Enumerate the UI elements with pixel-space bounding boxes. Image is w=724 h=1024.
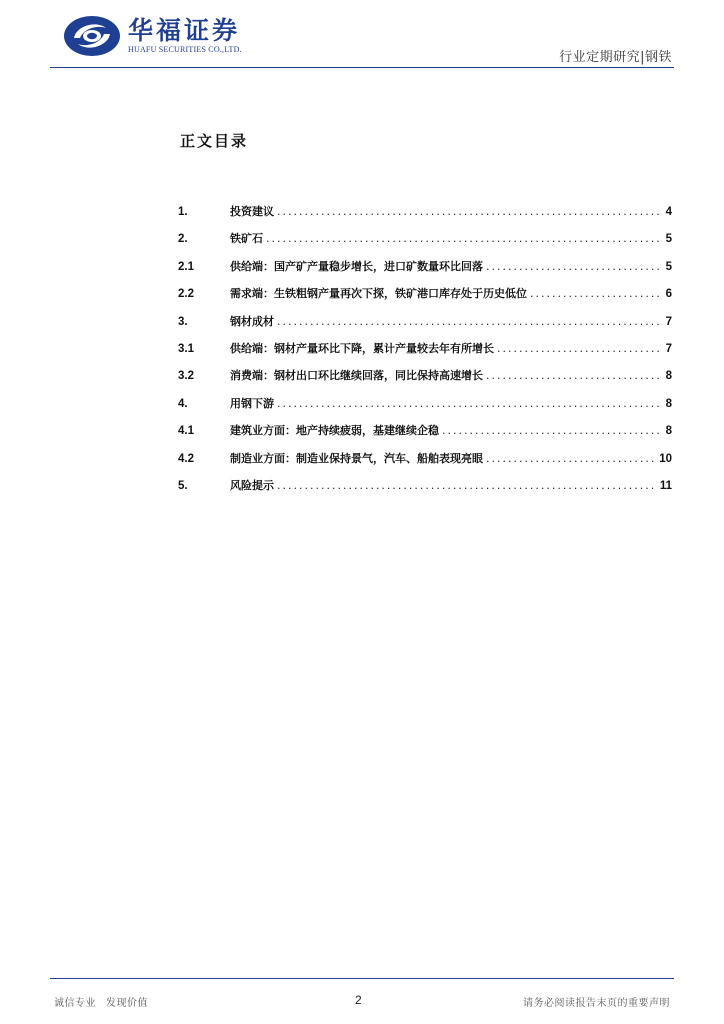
toc-entry-number: 3. bbox=[178, 315, 188, 328]
toc-title: 正文目录 bbox=[180, 132, 249, 150]
toc-entry-number: 2.1 bbox=[178, 260, 194, 273]
huafu-logo-icon bbox=[62, 14, 122, 58]
toc-entry-page: 5 bbox=[665, 233, 672, 246]
toc-entry-page: 10 bbox=[659, 452, 672, 465]
page-number: 2 bbox=[355, 993, 362, 1007]
report-category: 行业定期研究|钢铁 bbox=[559, 50, 672, 65]
toc-leader-dots bbox=[486, 369, 663, 382]
toc-entry-page: 8 bbox=[665, 370, 672, 383]
toc-entry-title: 钢材成材 bbox=[230, 314, 274, 328]
toc-entry-number: 5. bbox=[178, 479, 188, 492]
toc-leader-dots bbox=[277, 315, 663, 328]
header-divider bbox=[50, 67, 674, 68]
toc-entry[interactable] bbox=[178, 203, 672, 230]
toc-leader-dots bbox=[266, 232, 663, 245]
toc-entry-page: 6 bbox=[665, 288, 672, 301]
toc-entry-number: 1. bbox=[178, 206, 188, 218]
toc-entry-page: 7 bbox=[665, 342, 672, 355]
toc-entry[interactable] bbox=[178, 230, 672, 257]
toc-entry[interactable] bbox=[178, 422, 672, 449]
logo-chinese-name: 华福证券 bbox=[128, 16, 241, 45]
toc-leader-dots bbox=[277, 479, 657, 492]
toc-entry-title: 建筑业方面：地产持续疲弱，基建继续企稳 bbox=[230, 424, 439, 438]
footer-slogan-2: 发现价值 bbox=[106, 998, 148, 1009]
toc-entry-title: 需求端：生铁粗钢产量再次下探，铁矿港口库存处于历史低位 bbox=[230, 287, 527, 301]
toc-leader-dots bbox=[486, 452, 656, 465]
toc-entry-page: 5 bbox=[665, 260, 672, 273]
toc-entry-number: 4.2 bbox=[178, 452, 194, 465]
footer-disclaimer: 请务必阅读报告末页的重要声明 bbox=[523, 998, 670, 1009]
toc-entry-number: 4.1 bbox=[178, 425, 194, 438]
footer-slogan bbox=[54, 994, 148, 1009]
toc-leader-dots bbox=[277, 397, 663, 410]
toc-entry-title: 用钢下游 bbox=[230, 396, 274, 410]
company-logo bbox=[62, 14, 242, 58]
toc-leader-dots bbox=[442, 424, 663, 437]
toc-leader-dots bbox=[530, 287, 663, 300]
toc-entry-page: 7 bbox=[665, 315, 672, 328]
toc-entry-page: 11 bbox=[659, 479, 672, 492]
toc-entry-title: 风险提示 bbox=[230, 478, 274, 492]
toc-entry-title: 供给端：国产矿产量稳步增长，进口矿数量环比回落 bbox=[230, 259, 483, 273]
toc-entry-title: 投资建议 bbox=[230, 205, 274, 218]
toc-leader-dots bbox=[486, 260, 663, 273]
toc-entry[interactable] bbox=[178, 450, 672, 477]
toc-entry[interactable] bbox=[178, 367, 672, 394]
toc-entry-number: 4. bbox=[178, 397, 188, 410]
toc-entry-page: 8 bbox=[665, 397, 672, 410]
toc-entry[interactable] bbox=[178, 477, 672, 504]
toc-entry-title: 供给端：钢材产量环比下降，累计产量较去年有所增长 bbox=[230, 341, 494, 355]
toc-entry-number: 3.2 bbox=[178, 370, 194, 383]
toc-entry-number: 2.2 bbox=[178, 288, 194, 301]
toc-entry[interactable] bbox=[178, 395, 672, 422]
toc-entry[interactable] bbox=[178, 340, 672, 367]
toc-entry-page: 8 bbox=[665, 425, 672, 438]
toc-entry-title: 制造业方面：制造业保持景气，汽车、船舶表现亮眼 bbox=[230, 451, 483, 465]
footer-divider bbox=[50, 978, 674, 979]
footer-slogan-1: 诚信专业 bbox=[54, 998, 96, 1009]
toc-entry-page: 4 bbox=[665, 206, 672, 218]
toc-leader-dots bbox=[277, 205, 663, 218]
logo-english-name: HUAFU SECURITIES CO.,LTD. bbox=[128, 45, 242, 54]
page-header bbox=[0, 0, 724, 70]
toc-entry-number: 3.1 bbox=[178, 342, 194, 355]
toc-entry-title: 铁矿石 bbox=[230, 232, 263, 246]
toc-leader-dots bbox=[497, 342, 663, 355]
toc-entry[interactable] bbox=[178, 313, 672, 340]
toc-entry[interactable] bbox=[178, 285, 672, 312]
toc-entry-title: 消费端：钢材出口环比继续回落，同比保持高速增长 bbox=[230, 369, 483, 383]
toc-entry-number: 2. bbox=[178, 233, 188, 246]
toc-entry[interactable] bbox=[178, 258, 672, 285]
table-of-contents bbox=[178, 203, 672, 504]
